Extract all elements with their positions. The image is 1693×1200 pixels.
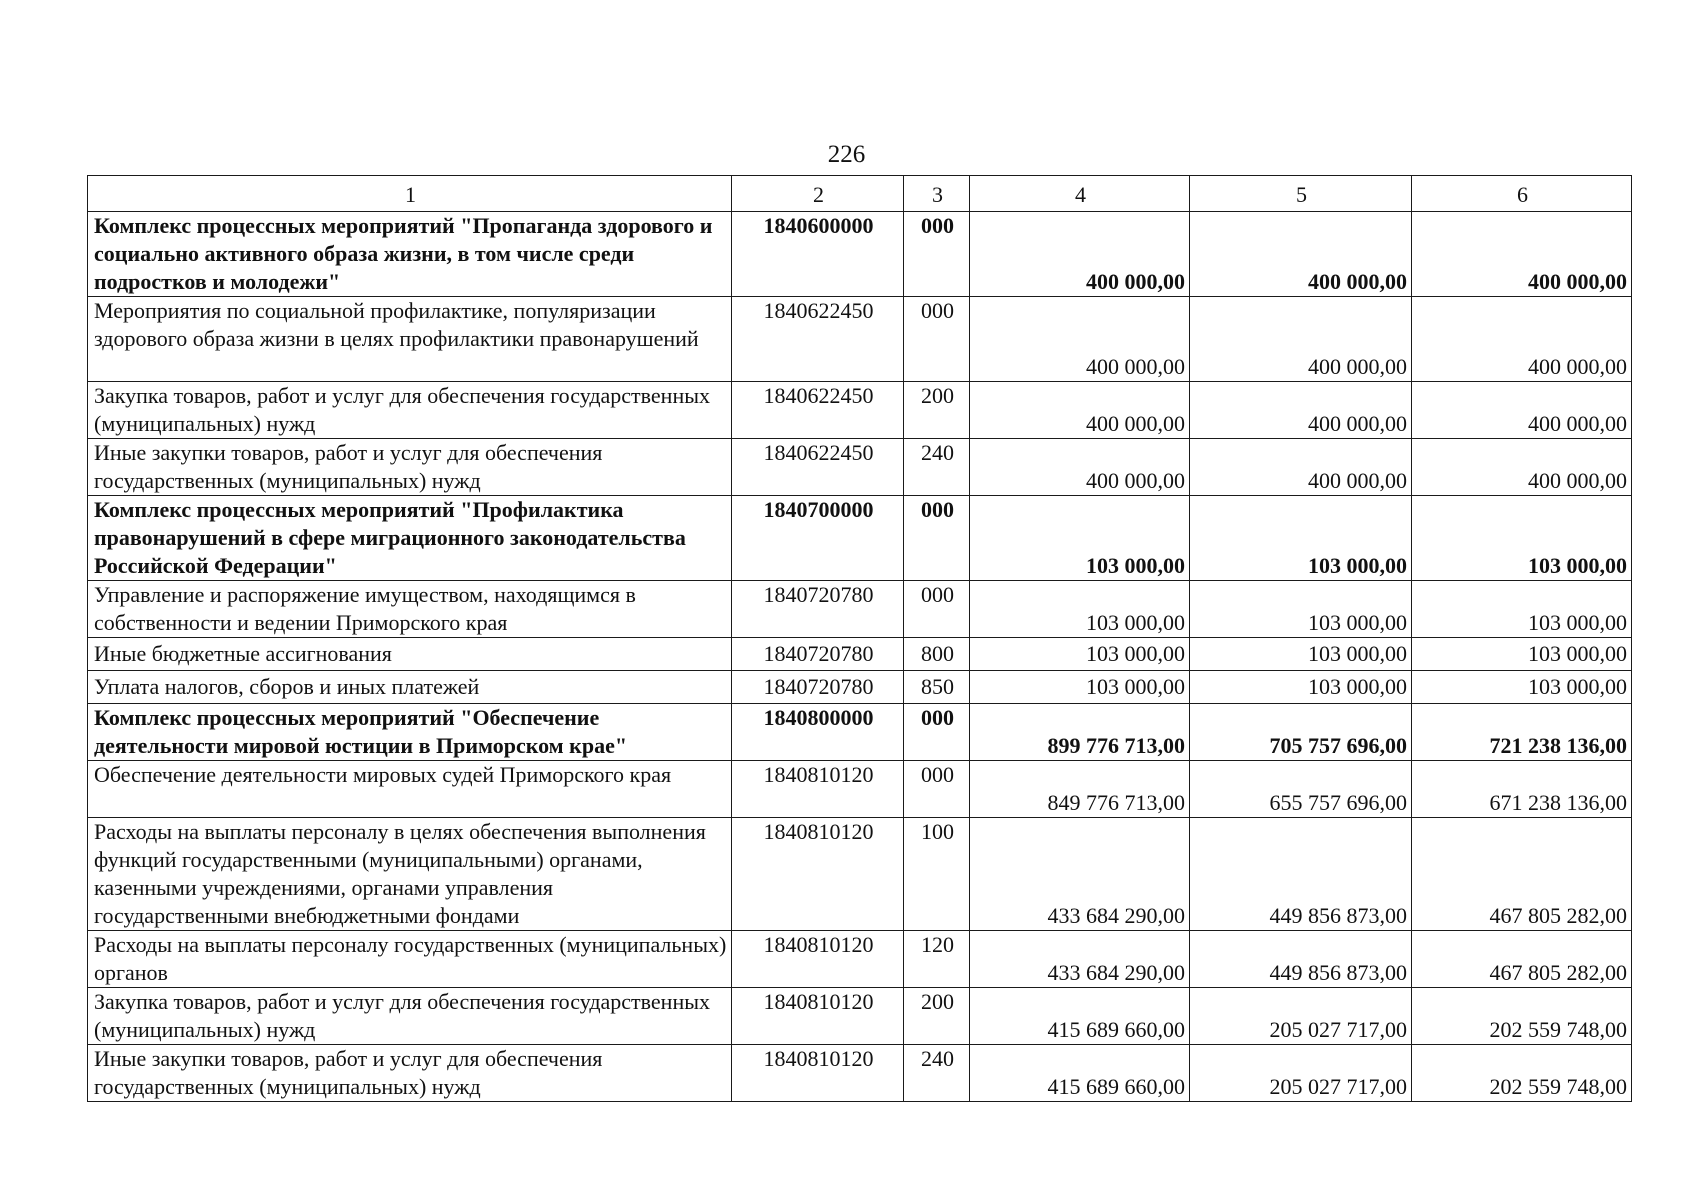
row-amount-col-6: 671 238 136,00	[1412, 761, 1632, 818]
row-amount-col-5: 103 000,00	[1190, 581, 1412, 638]
table-row	[88, 931, 1632, 988]
table-row	[88, 581, 1632, 638]
row-amount-col-4: 433 684 290,00	[970, 818, 1190, 931]
table-row	[88, 988, 1632, 1045]
row-code: 1840720780	[732, 581, 904, 638]
row-expense-type: 200	[904, 988, 970, 1045]
row-name: Закупка товаров, работ и услуг для обеспечения государственных (муниципальных) нужд	[88, 382, 732, 439]
row-expense-type: 000	[904, 704, 970, 761]
row-code: 1840810120	[732, 761, 904, 818]
row-code: 1840810120	[732, 931, 904, 988]
row-amount-col-4: 415 689 660,00	[970, 1045, 1190, 1102]
row-name: Управление и распоряжение имуществом, находящимся в собственности и ведении Приморского края	[88, 581, 732, 638]
row-amount-col-4: 103 000,00	[970, 638, 1190, 671]
header-col-6: 6	[1412, 176, 1632, 212]
row-amount-col-5: 449 856 873,00	[1190, 818, 1412, 931]
row-code: 1840720780	[732, 671, 904, 704]
row-amount-col-4: 103 000,00	[970, 671, 1190, 704]
row-amount-col-4: 103 000,00	[970, 496, 1190, 581]
row-code: 1840800000	[732, 704, 904, 761]
row-code: 1840810120	[732, 988, 904, 1045]
row-amount-col-6: 103 000,00	[1412, 581, 1632, 638]
row-amount-col-6: 400 000,00	[1412, 439, 1632, 496]
row-expense-type: 100	[904, 818, 970, 931]
row-code: 1840700000	[732, 496, 904, 581]
table-row	[88, 761, 1632, 818]
table-row-section	[88, 496, 1632, 581]
row-amount-col-6: 202 559 748,00	[1412, 988, 1632, 1045]
table-row	[88, 818, 1632, 931]
row-code: 1840720780	[732, 638, 904, 671]
header-col-2: 2	[732, 176, 904, 212]
row-name: Обеспечение деятельности мировых судей Приморского края	[88, 761, 732, 818]
row-expense-type: 000	[904, 581, 970, 638]
row-amount-col-6: 400 000,00	[1412, 212, 1632, 297]
row-amount-col-6: 721 238 136,00	[1412, 704, 1632, 761]
row-amount-col-6: 202 559 748,00	[1412, 1045, 1632, 1102]
row-amount-col-6: 400 000,00	[1412, 382, 1632, 439]
row-amount-col-5: 103 000,00	[1190, 638, 1412, 671]
row-name: Расходы на выплаты персоналу в целях обеспечения выполнения функций государственными (муниципальными) органами, казенными учреждениями, органами управления государственными внебюджетными фондами	[88, 818, 732, 931]
table-row-section	[88, 212, 1632, 297]
row-amount-col-4: 400 000,00	[970, 297, 1190, 382]
table-row	[88, 297, 1632, 382]
row-expense-type: 240	[904, 439, 970, 496]
row-amount-col-4: 400 000,00	[970, 382, 1190, 439]
table-row	[88, 671, 1632, 704]
page-number: 226	[827, 141, 866, 168]
row-amount-col-6: 400 000,00	[1412, 297, 1632, 382]
row-amount-col-4: 433 684 290,00	[970, 931, 1190, 988]
row-code: 1840810120	[732, 1045, 904, 1102]
row-expense-type: 850	[904, 671, 970, 704]
row-expense-type: 120	[904, 931, 970, 988]
row-amount-col-5: 103 000,00	[1190, 496, 1412, 581]
row-amount-col-6: 467 805 282,00	[1412, 818, 1632, 931]
table-row	[88, 382, 1632, 439]
row-amount-col-5: 400 000,00	[1190, 382, 1412, 439]
table-row	[88, 439, 1632, 496]
row-amount-col-4: 400 000,00	[970, 212, 1190, 297]
header-col-3: 3	[904, 176, 970, 212]
row-amount-col-5: 655 757 696,00	[1190, 761, 1412, 818]
header-row	[88, 176, 1632, 212]
row-name: Иные закупки товаров, работ и услуг для обеспечения государственных (муниципальных) нужд	[88, 1045, 732, 1102]
row-name: Уплата налогов, сборов и иных платежей	[88, 671, 732, 704]
row-expense-type: 000	[904, 496, 970, 581]
header-col-5: 5	[1190, 176, 1412, 212]
row-code: 1840622450	[732, 297, 904, 382]
row-amount-col-6: 103 000,00	[1412, 671, 1632, 704]
row-amount-col-5: 400 000,00	[1190, 297, 1412, 382]
row-amount-col-5: 205 027 717,00	[1190, 1045, 1412, 1102]
table-body	[88, 176, 1632, 1102]
budget-table	[87, 175, 1632, 1102]
row-expense-type: 800	[904, 638, 970, 671]
row-code: 1840622450	[732, 382, 904, 439]
row-name: Комплекс процессных мероприятий "Профилактика правонарушений в сфере миграционного законодательства Российской Федерации"	[88, 496, 732, 581]
row-amount-col-5: 449 856 873,00	[1190, 931, 1412, 988]
table-row	[88, 638, 1632, 671]
row-amount-col-4: 103 000,00	[970, 581, 1190, 638]
row-amount-col-5: 400 000,00	[1190, 212, 1412, 297]
row-amount-col-5: 400 000,00	[1190, 439, 1412, 496]
row-amount-col-4: 415 689 660,00	[970, 988, 1190, 1045]
row-expense-type: 200	[904, 382, 970, 439]
table-row-section	[88, 704, 1632, 761]
row-amount-col-5: 705 757 696,00	[1190, 704, 1412, 761]
header-col-4: 4	[970, 176, 1190, 212]
row-expense-type: 000	[904, 297, 970, 382]
row-name: Комплекс процессных мероприятий "Пропаганда здорового и социально активного образа жизни, в том числе среди подростков и молодежи"	[88, 212, 732, 297]
row-name: Иные закупки товаров, работ и услуг для обеспечения государственных (муниципальных) нужд	[88, 439, 732, 496]
row-name: Комплекс процессных мероприятий "Обеспечение деятельности мировой юстиции в Приморском крае"	[88, 704, 732, 761]
row-amount-col-5: 205 027 717,00	[1190, 988, 1412, 1045]
row-amount-col-6: 103 000,00	[1412, 638, 1632, 671]
row-name: Расходы на выплаты персоналу государственных (муниципальных) органов	[88, 931, 732, 988]
row-amount-col-5: 103 000,00	[1190, 671, 1412, 704]
row-amount-col-6: 103 000,00	[1412, 496, 1632, 581]
row-expense-type: 240	[904, 1045, 970, 1102]
row-expense-type: 000	[904, 761, 970, 818]
table-row	[88, 1045, 1632, 1102]
row-code: 1840622450	[732, 439, 904, 496]
header-col-1: 1	[88, 176, 732, 212]
row-code: 1840600000	[732, 212, 904, 297]
row-name: Закупка товаров, работ и услуг для обеспечения государственных (муниципальных) нужд	[88, 988, 732, 1045]
row-name: Мероприятия по социальной профилактике, популяризации здорового образа жизни в целях профилактики правонарушений	[88, 297, 732, 382]
row-code: 1840810120	[732, 818, 904, 931]
row-amount-col-4: 899 776 713,00	[970, 704, 1190, 761]
row-name: Иные бюджетные ассигнования	[88, 638, 732, 671]
row-amount-col-4: 849 776 713,00	[970, 761, 1190, 818]
row-amount-col-4: 400 000,00	[970, 439, 1190, 496]
row-expense-type: 000	[904, 212, 970, 297]
row-amount-col-6: 467 805 282,00	[1412, 931, 1632, 988]
